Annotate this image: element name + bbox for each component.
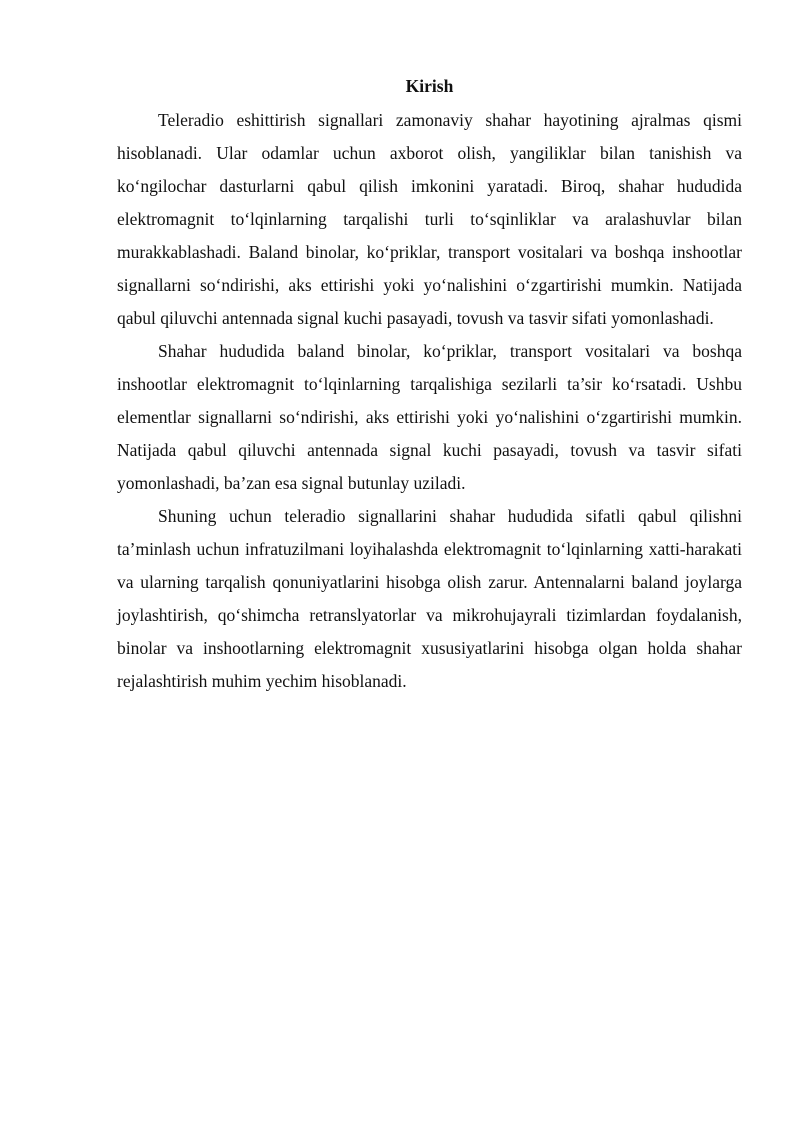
page-title: Kirish (405, 76, 454, 96)
paragraph-2: Shahar hududida baland binolar, ko‘priklar, transport vositalari va boshqa inshootlar elektromagnit to‘lqinlarning tarqalishiga sezilarli ta’sir ko‘rsatadi. Ushbu elementlar signallarni so‘ndirishi, aks ettirishi yoki yo‘nalishini o‘zgartirishi mumkin. Natijada qabul qiluvchi antennada signal kuchi pasayadi, tovush va tasvir sifati yomonlashadi, ba’zan esa signal butunlay uziladi. (117, 341, 742, 493)
paragraph-1: Teleradio eshittirish signallari zamonaviy shahar hayotining ajralmas qismi hisoblanadi. Ular odamlar uchun axborot olish, yangiliklar bilan tanishish va ko‘ngilochar dasturlarni qabul qilish imkonini yaratadi. Biroq, shahar hududida elektromagnit to‘lqinlarning tarqalishi turli to‘sqinliklar va aralashuvlar bilan murakkablashadi. Baland binolar, ko‘priklar, transport vositalari va boshqa inshootlar signallarni so‘ndirishi, aks ettirishi yoki yo‘nalishini o‘zgartirishi mumkin. Natijada qabul qiluvchi antennada signal kuchi pasayadi, tovush va tasvir sifati yomonlashadi. (117, 110, 742, 328)
paragraph-3: Shuning uchun teleradio signallarini shahar hududida sifatli qabul qilishni ta’minlash uchun infratuzilmani loyihalashda elektromagnit to‘lqinlarning xatti-harakati va ularning tarqalish qonuniyatlarini hisobga olish zarur. Antennalarni baland joylarga joylashtirish, qo‘shimcha retranslyatorlar va mikrohujayrali tizimlardan foydalanish, binolar va inshootlarning elektromagnit xususiyatlarini hisobga olgan holda shahar rejalashtirish muhim yechim hisoblanadi. (117, 506, 742, 691)
document-body (117, 73, 742, 698)
